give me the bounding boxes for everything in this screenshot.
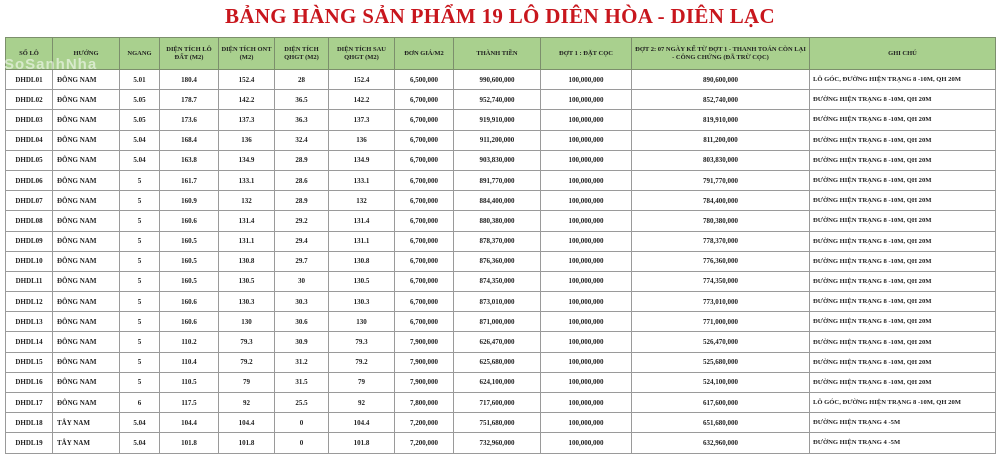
column-header-ont-area: DIỆN TÍCH ONT (M2) [219, 38, 275, 70]
cell-road-plan-area: 28 [275, 70, 329, 90]
cell-road-plan-area: 29.2 [275, 211, 329, 231]
cell-road-plan-area: 32.4 [275, 130, 329, 150]
cell-unit-price: 7,900,000 [395, 372, 454, 392]
cell-land-area: 160.5 [160, 231, 219, 251]
cell-payment-deposit: 100,000,000 [541, 70, 632, 90]
cell-area-after-road-plan: 79 [329, 372, 395, 392]
cell-note: ĐƯỜNG HIỆN TRẠNG 8 -10M, QH 20M [810, 312, 996, 332]
cell-payment-remaining: 890,600,000 [632, 70, 810, 90]
cell-area-after-road-plan: 134.9 [329, 150, 395, 170]
cell-note: ĐƯỜNG HIỆN TRẠNG 8 -10M, QH 20M [810, 352, 996, 372]
table-row [6, 413, 996, 433]
cell-total-price: 626,470,000 [454, 332, 541, 352]
cell-land-area: 101.8 [160, 433, 219, 453]
cell-payment-deposit: 100,000,000 [541, 191, 632, 211]
column-header-payment-deposit: ĐỢT 1 : ĐẶT CỌC [541, 38, 632, 70]
table-row [6, 251, 996, 271]
cell-land-area: 117.5 [160, 393, 219, 413]
cell-land-area: 163.8 [160, 150, 219, 170]
cell-lot-number: DHDL03 [6, 110, 53, 130]
cell-frontage: 5 [120, 372, 160, 392]
cell-land-area: 180.4 [160, 70, 219, 90]
cell-total-price: 880,380,000 [454, 211, 541, 231]
cell-payment-deposit: 100,000,000 [541, 413, 632, 433]
cell-road-plan-area: 29.4 [275, 231, 329, 251]
cell-lot-number: DHDL16 [6, 372, 53, 392]
cell-ont-area: 152.4 [219, 70, 275, 90]
cell-payment-remaining: 811,200,000 [632, 130, 810, 150]
cell-ont-area: 79.3 [219, 332, 275, 352]
cell-note: ĐƯỜNG HIỆN TRẠNG 8 -10M, QH 20M [810, 170, 996, 190]
cell-note: ĐƯỜNG HIỆN TRẠNG 4 -5M [810, 413, 996, 433]
cell-road-plan-area: 25.5 [275, 393, 329, 413]
cell-payment-deposit: 100,000,000 [541, 332, 632, 352]
cell-lot-number: DHDL05 [6, 150, 53, 170]
cell-direction: ĐÔNG NAM [53, 251, 120, 271]
cell-frontage: 5 [120, 312, 160, 332]
cell-area-after-road-plan: 79.2 [329, 352, 395, 372]
cell-frontage: 5.01 [120, 70, 160, 90]
cell-total-price: 878,370,000 [454, 231, 541, 251]
cell-ont-area: 142.2 [219, 90, 275, 110]
cell-payment-remaining: 791,770,000 [632, 170, 810, 190]
cell-direction: ĐÔNG NAM [53, 70, 120, 90]
cell-payment-deposit: 100,000,000 [541, 211, 632, 231]
cell-unit-price: 6,700,000 [395, 251, 454, 271]
cell-area-after-road-plan: 130.8 [329, 251, 395, 271]
column-header-lot-number: SỐ LÔ [6, 38, 53, 70]
table-body [6, 70, 996, 454]
cell-road-plan-area: 31.2 [275, 352, 329, 372]
cell-payment-deposit: 100,000,000 [541, 90, 632, 110]
cell-payment-remaining: 526,470,000 [632, 332, 810, 352]
cell-note: ĐƯỜNG HIỆN TRẠNG 8 -10M, QH 20M [810, 110, 996, 130]
cell-direction: ĐÔNG NAM [53, 150, 120, 170]
cell-area-after-road-plan: 104.4 [329, 413, 395, 433]
cell-unit-price: 6,700,000 [395, 231, 454, 251]
cell-direction: ĐÔNG NAM [53, 312, 120, 332]
cell-unit-price: 6,700,000 [395, 170, 454, 190]
cell-lot-number: DHDL07 [6, 191, 53, 211]
cell-payment-remaining: 784,400,000 [632, 191, 810, 211]
cell-payment-remaining: 778,370,000 [632, 231, 810, 251]
cell-note: ĐƯỜNG HIỆN TRẠNG 8 -10M, QH 20M [810, 90, 996, 110]
cell-area-after-road-plan: 132 [329, 191, 395, 211]
column-header-unit-price: ĐƠN GIÁ/M2 [395, 38, 454, 70]
cell-payment-deposit: 100,000,000 [541, 271, 632, 291]
cell-total-price: 624,100,000 [454, 372, 541, 392]
cell-ont-area: 130.8 [219, 251, 275, 271]
cell-direction: ĐÔNG NAM [53, 211, 120, 231]
cell-note: ĐƯỜNG HIỆN TRẠNG 8 -10M, QH 20M [810, 191, 996, 211]
cell-road-plan-area: 29.7 [275, 251, 329, 271]
cell-unit-price: 6,700,000 [395, 90, 454, 110]
column-header-payment-remaining: ĐỢT 2: 07 NGÀY KỂ TỪ ĐỢT 1 - THANH TOÁN CÒN LẠI - CÔNG CHỨNG (ĐÃ TRỪ CỌC) [632, 38, 810, 70]
cell-frontage: 5 [120, 251, 160, 271]
cell-payment-remaining: 803,830,000 [632, 150, 810, 170]
cell-road-plan-area: 36.5 [275, 90, 329, 110]
cell-land-area: 178.7 [160, 90, 219, 110]
cell-note: LÔ GÓC, ĐƯỜNG HIỆN TRẠNG 8 -10M, QH 20M [810, 393, 996, 413]
cell-total-price: 903,830,000 [454, 150, 541, 170]
cell-lot-number: DHDL12 [6, 292, 53, 312]
cell-ont-area: 130.3 [219, 292, 275, 312]
cell-unit-price: 7,200,000 [395, 433, 454, 453]
cell-lot-number: DHDL19 [6, 433, 53, 453]
cell-unit-price: 6,700,000 [395, 191, 454, 211]
cell-area-after-road-plan: 142.2 [329, 90, 395, 110]
cell-payment-remaining: 632,960,000 [632, 433, 810, 453]
cell-payment-remaining: 525,680,000 [632, 352, 810, 372]
cell-payment-deposit: 100,000,000 [541, 393, 632, 413]
cell-note: ĐƯỜNG HIỆN TRẠNG 8 -10M, QH 20M [810, 292, 996, 312]
cell-land-area: 160.6 [160, 312, 219, 332]
cell-area-after-road-plan: 130.3 [329, 292, 395, 312]
cell-direction: ĐÔNG NAM [53, 271, 120, 291]
cell-direction: ĐÔNG NAM [53, 393, 120, 413]
cell-frontage: 5.05 [120, 110, 160, 130]
cell-ont-area: 79.2 [219, 352, 275, 372]
cell-lot-number: DHDL17 [6, 393, 53, 413]
cell-direction: TÂY NAM [53, 433, 120, 453]
cell-unit-price: 6,700,000 [395, 312, 454, 332]
cell-ont-area: 101.8 [219, 433, 275, 453]
cell-total-price: 873,010,000 [454, 292, 541, 312]
cell-road-plan-area: 36.3 [275, 110, 329, 130]
cell-note: ĐƯỜNG HIỆN TRẠNG 8 -10M, QH 20M [810, 130, 996, 150]
column-header-area-after-road-plan: DIỆN TÍCH SAU QHGT (M2) [329, 38, 395, 70]
table-row [6, 332, 996, 352]
cell-unit-price: 7,900,000 [395, 332, 454, 352]
cell-payment-remaining: 617,600,000 [632, 393, 810, 413]
cell-note: ĐƯỜNG HIỆN TRẠNG 8 -10M, QH 20M [810, 271, 996, 291]
cell-frontage: 5.04 [120, 130, 160, 150]
cell-lot-number: DHDL09 [6, 231, 53, 251]
cell-frontage: 5.05 [120, 90, 160, 110]
cell-payment-deposit: 100,000,000 [541, 312, 632, 332]
cell-direction: ĐÔNG NAM [53, 170, 120, 190]
cell-frontage: 5.04 [120, 413, 160, 433]
cell-land-area: 104.4 [160, 413, 219, 433]
cell-area-after-road-plan: 130.5 [329, 271, 395, 291]
cell-lot-number: DHDL18 [6, 413, 53, 433]
cell-ont-area: 79 [219, 372, 275, 392]
cell-unit-price: 6,700,000 [395, 292, 454, 312]
table-row [6, 110, 996, 130]
cell-note: ĐƯỜNG HIỆN TRẠNG 8 -10M, QH 20M [810, 332, 996, 352]
cell-payment-remaining: 852,740,000 [632, 90, 810, 110]
cell-unit-price: 6,700,000 [395, 211, 454, 231]
cell-frontage: 5 [120, 271, 160, 291]
cell-payment-deposit: 100,000,000 [541, 372, 632, 392]
cell-lot-number: DHDL08 [6, 211, 53, 231]
cell-payment-deposit: 100,000,000 [541, 251, 632, 271]
cell-area-after-road-plan: 133.1 [329, 170, 395, 190]
table-row [6, 312, 996, 332]
product-price-table [5, 37, 996, 454]
cell-lot-number: DHDL15 [6, 352, 53, 372]
cell-note: ĐƯỜNG HIỆN TRẠNG 8 -10M, QH 20M [810, 150, 996, 170]
cell-note: ĐƯỜNG HIỆN TRẠNG 8 -10M, QH 20M [810, 372, 996, 392]
column-header-direction: HƯỚNG [53, 38, 120, 70]
cell-land-area: 168.4 [160, 130, 219, 150]
cell-frontage: 5 [120, 332, 160, 352]
cell-frontage: 5 [120, 352, 160, 372]
cell-frontage: 5 [120, 231, 160, 251]
cell-ont-area: 137.3 [219, 110, 275, 130]
cell-direction: ĐÔNG NAM [53, 231, 120, 251]
watermark-logo: SoSanhNha [4, 56, 98, 73]
cell-payment-remaining: 651,680,000 [632, 413, 810, 433]
cell-note: ĐƯỜNG HIỆN TRẠNG 8 -10M, QH 20M [810, 211, 996, 231]
cell-road-plan-area: 30 [275, 271, 329, 291]
cell-frontage: 5.04 [120, 150, 160, 170]
cell-ont-area: 92 [219, 393, 275, 413]
cell-note: ĐƯỜNG HIỆN TRẠNG 4 -5M [810, 433, 996, 453]
cell-total-price: 919,910,000 [454, 110, 541, 130]
cell-area-after-road-plan: 131.1 [329, 231, 395, 251]
cell-road-plan-area: 30.9 [275, 332, 329, 352]
table-row [6, 70, 996, 90]
column-header-note: GHI CHÚ [810, 38, 996, 70]
cell-road-plan-area: 0 [275, 413, 329, 433]
cell-land-area: 160.5 [160, 251, 219, 271]
cell-payment-deposit: 100,000,000 [541, 170, 632, 190]
cell-road-plan-area: 30.6 [275, 312, 329, 332]
cell-total-price: 990,600,000 [454, 70, 541, 90]
cell-ont-area: 131.4 [219, 211, 275, 231]
column-header-road-plan-area: DIỆN TÍCH QHGT (M2) [275, 38, 329, 70]
cell-unit-price: 6,700,000 [395, 271, 454, 291]
cell-land-area: 160.6 [160, 292, 219, 312]
cell-note: ĐƯỜNG HIỆN TRẠNG 8 -10M, QH 20M [810, 251, 996, 271]
cell-unit-price: 6,700,000 [395, 130, 454, 150]
cell-total-price: 732,960,000 [454, 433, 541, 453]
cell-total-price: 874,350,000 [454, 271, 541, 291]
cell-ont-area: 130.5 [219, 271, 275, 291]
cell-ont-area: 131.1 [219, 231, 275, 251]
cell-direction: ĐÔNG NAM [53, 191, 120, 211]
cell-payment-deposit: 100,000,000 [541, 150, 632, 170]
cell-payment-remaining: 773,010,000 [632, 292, 810, 312]
cell-direction: ĐÔNG NAM [53, 372, 120, 392]
cell-total-price: 911,200,000 [454, 130, 541, 150]
cell-ont-area: 104.4 [219, 413, 275, 433]
table-row [6, 292, 996, 312]
table-row [6, 393, 996, 413]
cell-frontage: 5 [120, 170, 160, 190]
table-row [6, 231, 996, 251]
cell-road-plan-area: 28.9 [275, 191, 329, 211]
cell-ont-area: 130 [219, 312, 275, 332]
cell-payment-deposit: 100,000,000 [541, 352, 632, 372]
cell-payment-deposit: 100,000,000 [541, 130, 632, 150]
cell-area-after-road-plan: 79.3 [329, 332, 395, 352]
cell-note: LÔ GÓC, ĐƯỜNG HIỆN TRẠNG 8 -10M, QH 20M [810, 70, 996, 90]
cell-land-area: 160.6 [160, 211, 219, 231]
cell-ont-area: 133.1 [219, 170, 275, 190]
cell-ont-area: 136 [219, 130, 275, 150]
cell-payment-remaining: 771,000,000 [632, 312, 810, 332]
cell-direction: ĐÔNG NAM [53, 130, 120, 150]
cell-frontage: 5.04 [120, 433, 160, 453]
cell-lot-number: DHDL13 [6, 312, 53, 332]
cell-direction: ĐÔNG NAM [53, 352, 120, 372]
cell-land-area: 160.9 [160, 191, 219, 211]
column-header-total-price: THÀNH TIỀN [454, 38, 541, 70]
cell-land-area: 110.2 [160, 332, 219, 352]
table-row [6, 150, 996, 170]
cell-direction: TÂY NAM [53, 413, 120, 433]
table-row [6, 433, 996, 453]
cell-total-price: 871,000,000 [454, 312, 541, 332]
table-header-row [6, 38, 996, 70]
cell-total-price: 876,360,000 [454, 251, 541, 271]
column-header-frontage: NGANG [120, 38, 160, 70]
cell-payment-remaining: 524,100,000 [632, 372, 810, 392]
cell-area-after-road-plan: 130 [329, 312, 395, 332]
cell-land-area: 110.4 [160, 352, 219, 372]
table-row [6, 352, 996, 372]
cell-unit-price: 7,900,000 [395, 352, 454, 372]
cell-total-price: 751,680,000 [454, 413, 541, 433]
cell-land-area: 161.7 [160, 170, 219, 190]
cell-area-after-road-plan: 131.4 [329, 211, 395, 231]
cell-total-price: 625,680,000 [454, 352, 541, 372]
cell-lot-number: DHDL02 [6, 90, 53, 110]
cell-payment-deposit: 100,000,000 [541, 231, 632, 251]
cell-road-plan-area: 0 [275, 433, 329, 453]
cell-ont-area: 132 [219, 191, 275, 211]
cell-area-after-road-plan: 136 [329, 130, 395, 150]
cell-land-area: 173.6 [160, 110, 219, 130]
cell-frontage: 5 [120, 191, 160, 211]
cell-direction: ĐÔNG NAM [53, 110, 120, 130]
cell-road-plan-area: 30.3 [275, 292, 329, 312]
cell-lot-number: DHDL04 [6, 130, 53, 150]
cell-total-price: 952,740,000 [454, 90, 541, 110]
cell-total-price: 884,400,000 [454, 191, 541, 211]
cell-payment-deposit: 100,000,000 [541, 292, 632, 312]
table-row [6, 372, 996, 392]
cell-direction: ĐÔNG NAM [53, 332, 120, 352]
cell-unit-price: 6,700,000 [395, 110, 454, 130]
cell-direction: ĐÔNG NAM [53, 90, 120, 110]
cell-area-after-road-plan: 92 [329, 393, 395, 413]
cell-land-area: 110.5 [160, 372, 219, 392]
cell-area-after-road-plan: 137.3 [329, 110, 395, 130]
cell-ont-area: 134.9 [219, 150, 275, 170]
cell-unit-price: 7,200,000 [395, 413, 454, 433]
cell-road-plan-area: 31.5 [275, 372, 329, 392]
cell-lot-number: DHDL14 [6, 332, 53, 352]
cell-lot-number: DHDL06 [6, 170, 53, 190]
cell-road-plan-area: 28.6 [275, 170, 329, 190]
cell-unit-price: 6,500,000 [395, 70, 454, 90]
cell-lot-number: DHDL01 [6, 70, 53, 90]
cell-area-after-road-plan: 152.4 [329, 70, 395, 90]
cell-road-plan-area: 28.9 [275, 150, 329, 170]
page-title: BẢNG HÀNG SẢN PHẨM 19 LÔ DIÊN HÒA - DIÊN LẠC [225, 4, 775, 28]
cell-land-area: 160.5 [160, 271, 219, 291]
table-row [6, 130, 996, 150]
cell-lot-number: DHDL11 [6, 271, 53, 291]
cell-frontage: 5 [120, 292, 160, 312]
cell-payment-remaining: 819,910,000 [632, 110, 810, 130]
cell-total-price: 891,770,000 [454, 170, 541, 190]
cell-payment-deposit: 100,000,000 [541, 433, 632, 453]
cell-direction: ĐÔNG NAM [53, 292, 120, 312]
table-row [6, 90, 996, 110]
table-row [6, 271, 996, 291]
table-row [6, 191, 996, 211]
column-header-land-area: DIỆN TÍCH LÔ ĐẤT (M2) [160, 38, 219, 70]
cell-payment-remaining: 774,350,000 [632, 271, 810, 291]
cell-payment-deposit: 100,000,000 [541, 110, 632, 130]
cell-note: ĐƯỜNG HIỆN TRẠNG 8 -10M, QH 20M [810, 231, 996, 251]
cell-area-after-road-plan: 101.8 [329, 433, 395, 453]
cell-payment-remaining: 780,380,000 [632, 211, 810, 231]
cell-unit-price: 7,800,000 [395, 393, 454, 413]
cell-payment-remaining: 776,360,000 [632, 251, 810, 271]
table-row [6, 211, 996, 231]
table-row [6, 170, 996, 190]
cell-frontage: 6 [120, 393, 160, 413]
cell-lot-number: DHDL10 [6, 251, 53, 271]
cell-unit-price: 6,700,000 [395, 150, 454, 170]
cell-total-price: 717,600,000 [454, 393, 541, 413]
cell-frontage: 5 [120, 211, 160, 231]
